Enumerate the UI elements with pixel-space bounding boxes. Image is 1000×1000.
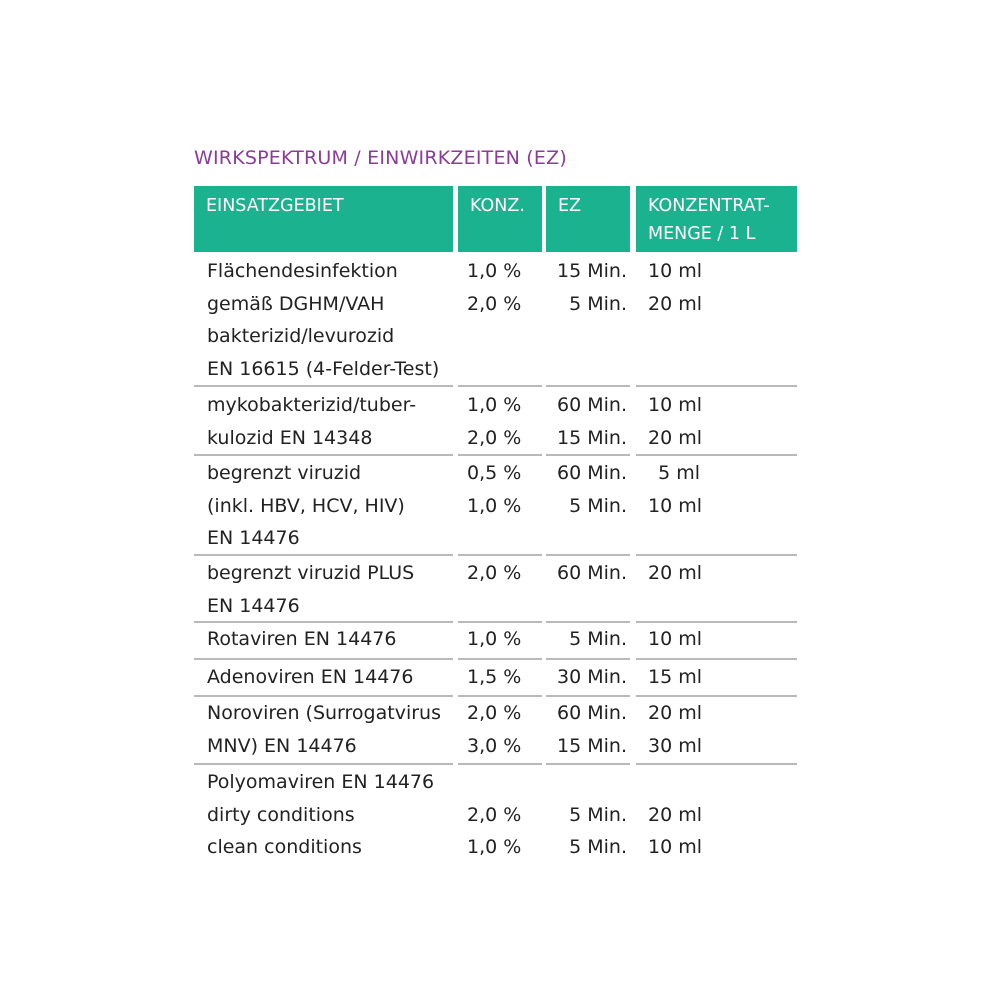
row-3-ez: 60 Min. 5 Min.	[557, 462, 627, 517]
row-divider	[546, 554, 630, 556]
row-7-einsatzgebiet: Noroviren (Surrogatvirus MNV) EN 14476	[207, 702, 441, 757]
row-divider	[546, 454, 630, 456]
row-divider	[458, 454, 542, 456]
row-8-ez: 5 Min. 5 Min.	[569, 803, 627, 858]
row-1-menge: 10 ml 20 ml	[648, 260, 703, 315]
row-7-ez: 60 Min. 15 Min.	[557, 702, 627, 757]
row-divider	[458, 658, 542, 660]
row-7-menge: 20 ml 30 ml	[648, 702, 703, 757]
row-divider	[194, 454, 453, 456]
row-divider	[636, 385, 797, 387]
row-6-einsatzgebiet: Adenoviren EN 14476	[207, 666, 414, 688]
row-7-konz: 2,0 % 3,0 %	[467, 702, 522, 757]
row-8-menge: 20 ml 10 ml	[648, 803, 703, 858]
row-6-menge: 15 ml	[648, 666, 703, 688]
row-8-konz: 2,0 % 1,0 %	[467, 803, 522, 858]
row-divider	[194, 554, 453, 556]
row-divider	[194, 763, 453, 765]
row-2-menge: 10 ml 20 ml	[648, 394, 703, 449]
header-konzentratmenge: KONZENTRAT- MENGE / 1 L	[636, 186, 797, 252]
row-4-ez: 60 Min.	[557, 562, 627, 584]
row-divider	[546, 658, 630, 660]
row-divider	[636, 554, 797, 556]
row-divider	[546, 385, 630, 387]
row-divider	[458, 763, 542, 765]
row-4-menge: 20 ml	[648, 562, 703, 584]
header-konz: KONZ.	[458, 186, 542, 252]
row-2-ez: 60 Min. 15 Min.	[557, 394, 627, 449]
row-4-konz: 2,0 %	[467, 562, 522, 584]
row-divider	[636, 763, 797, 765]
row-3-konz: 0,5 % 1,0 %	[467, 462, 522, 517]
row-4-einsatzgebiet: begrenzt viruzid PLUS EN 14476	[207, 562, 415, 617]
row-6-ez: 30 Min.	[557, 666, 627, 688]
row-5-konz: 1,0 %	[467, 628, 522, 650]
header-ez: EZ	[546, 186, 630, 252]
row-divider	[194, 658, 453, 660]
row-3-einsatzgebiet: begrenzt viruzid (inkl. HBV, HCV, HIV) EN 14476	[207, 462, 405, 549]
table-title: WIRKSPEKTRUM / EINWIRKZEITEN (EZ)	[194, 147, 567, 169]
row-6-konz: 1,5 %	[467, 666, 522, 688]
row-divider	[636, 454, 797, 456]
row-2-konz: 1,0 % 2,0 %	[467, 394, 522, 449]
row-divider	[458, 385, 542, 387]
row-5-menge: 10 ml	[648, 628, 703, 650]
row-1-einsatzgebiet: Flächendesinfektion gemäß DGHM/VAH bakterizid/levurozid EN 16615 (4-Felder-Test)	[207, 260, 440, 380]
row-5-ez: 5 Min.	[569, 628, 627, 650]
row-divider	[636, 658, 797, 660]
row-1-ez: 15 Min. 5 Min.	[557, 260, 627, 315]
header-einsatzgebiet: EINSATZGEBIET	[194, 186, 453, 252]
row-5-einsatzgebiet: Rotaviren EN 14476	[207, 628, 397, 650]
row-2-einsatzgebiet: mykobakterizid/tuber- kulozid EN 14348	[207, 394, 417, 449]
row-divider	[458, 554, 542, 556]
row-1-konz: 1,0 % 2,0 %	[467, 260, 522, 315]
row-3-menge: 5 ml 10 ml	[648, 462, 703, 517]
row-divider	[194, 385, 453, 387]
row-8-einsatzgebiet: Polyomaviren EN 14476 dirty conditions clean conditions	[207, 771, 435, 858]
row-divider	[546, 763, 630, 765]
